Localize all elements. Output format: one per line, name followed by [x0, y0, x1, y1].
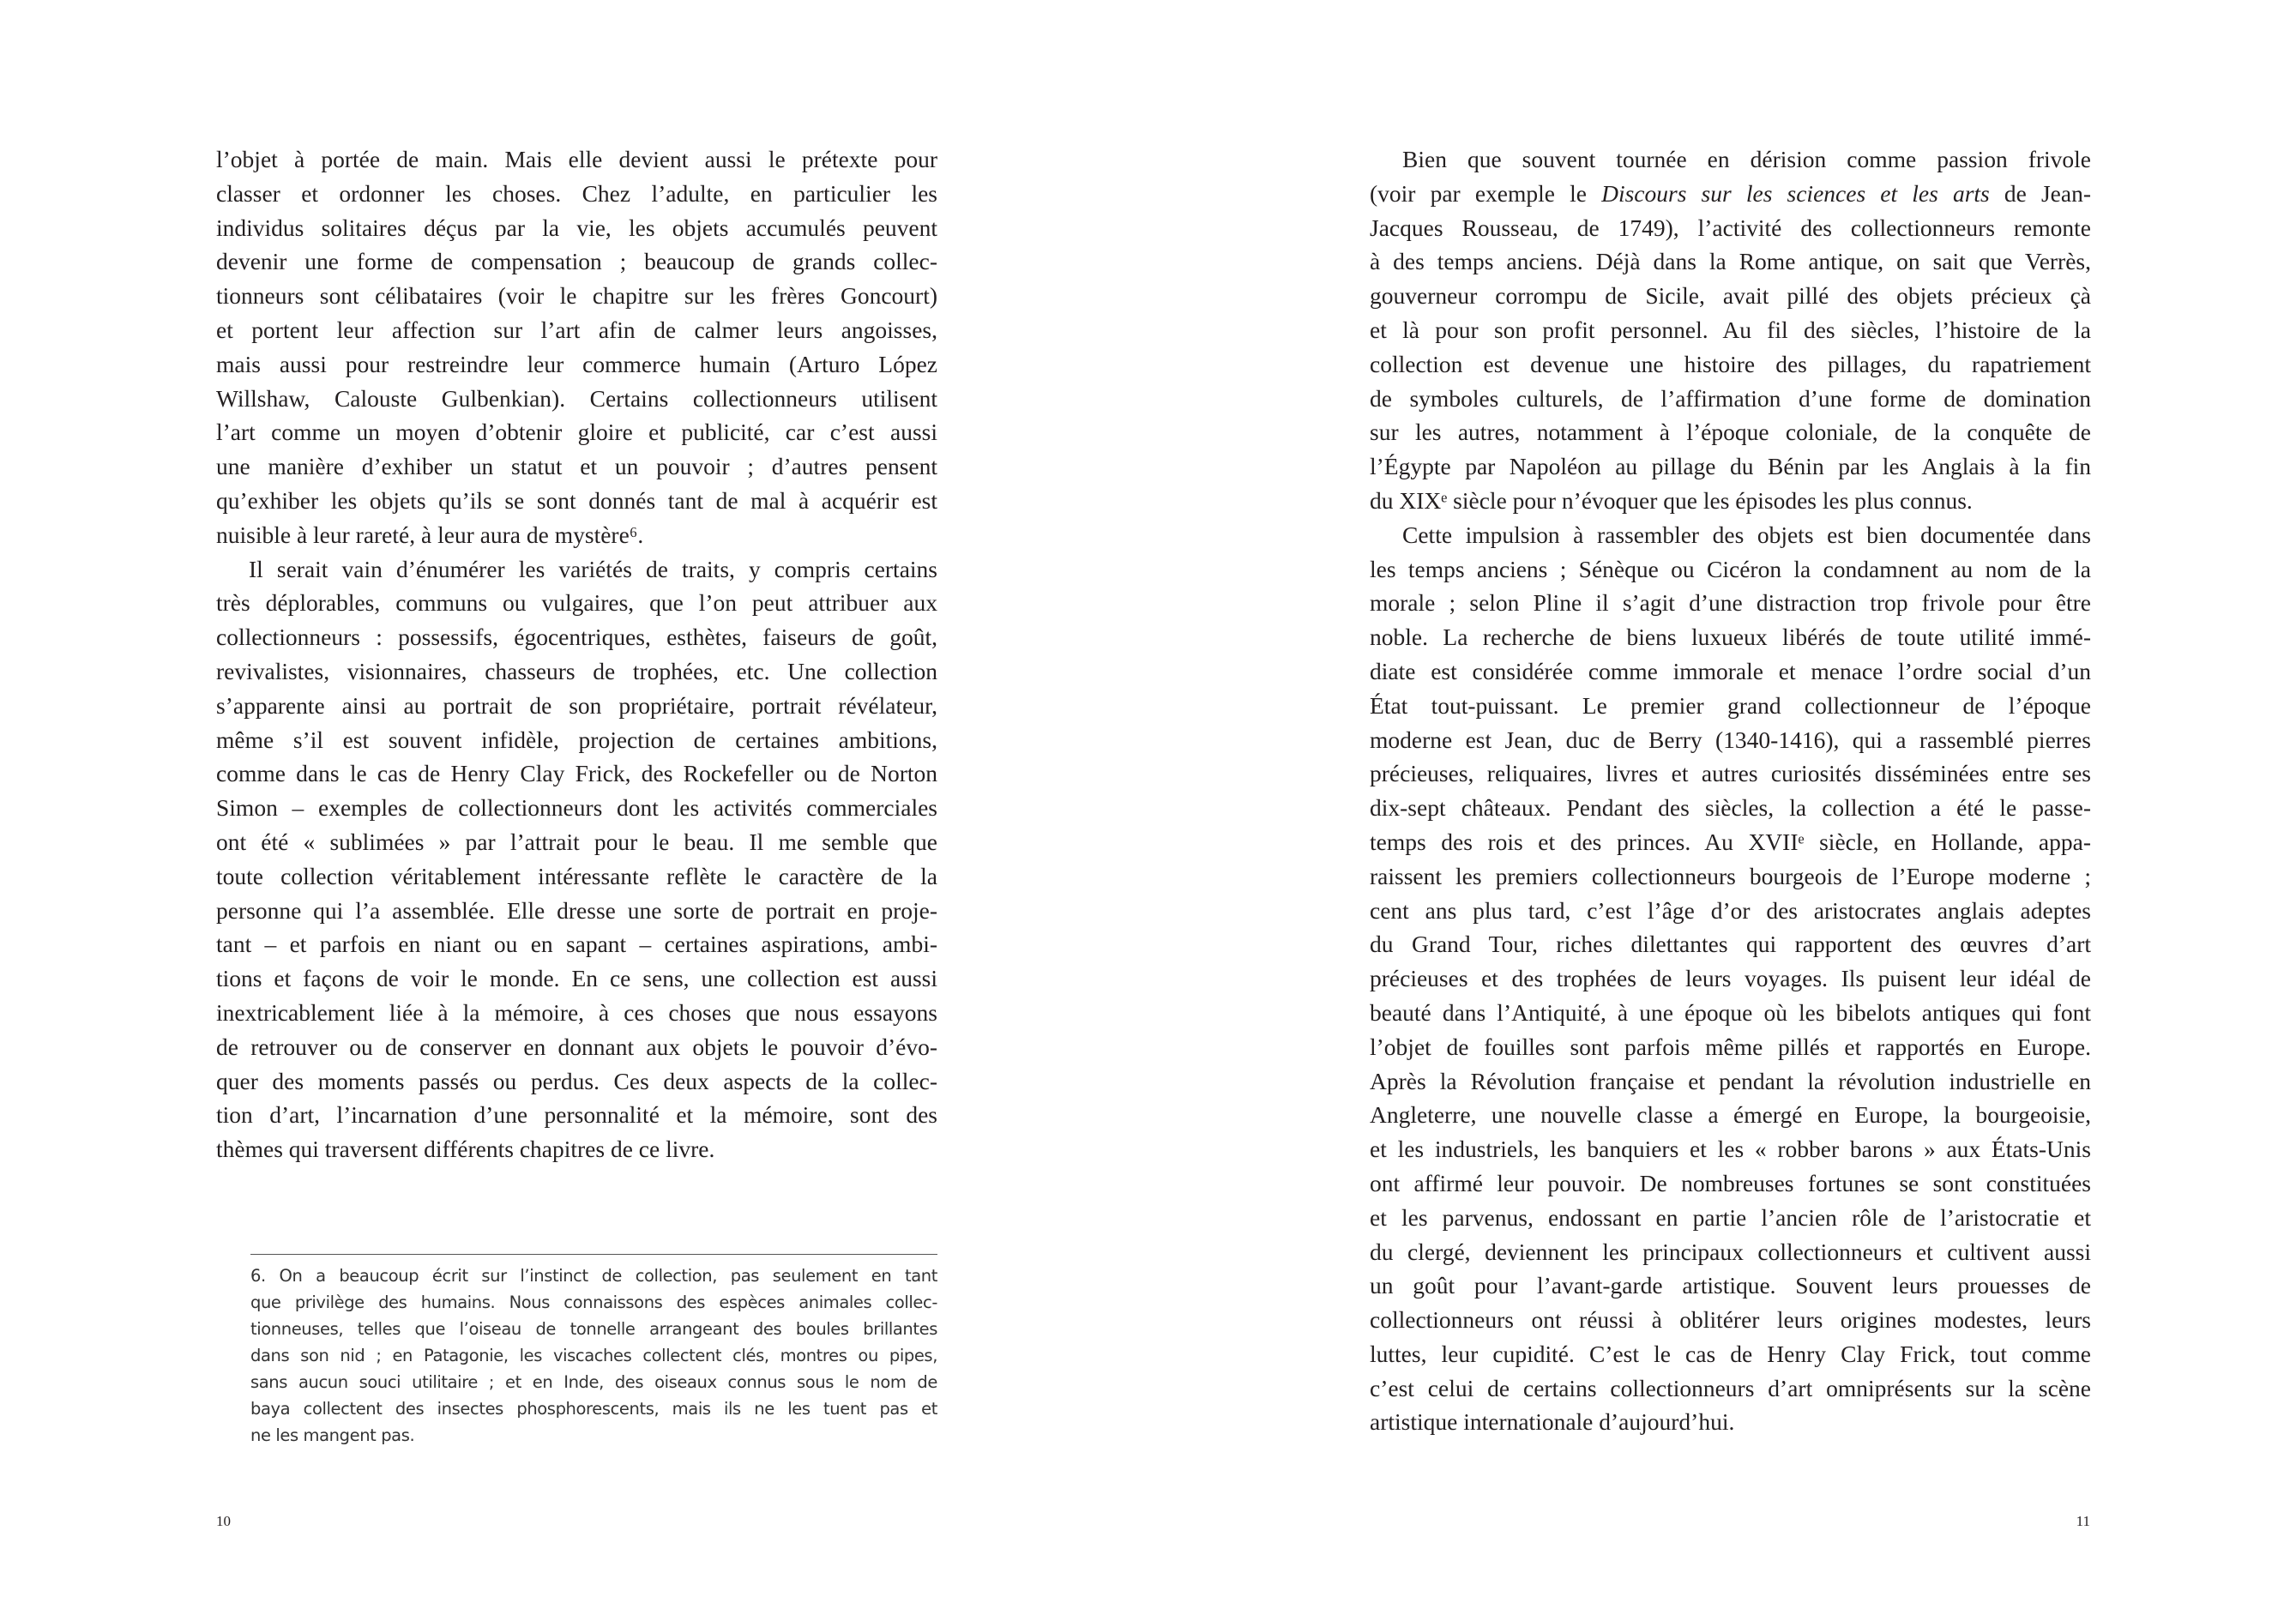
- text-line: précieuses et des trophées de leurs voyages. Ils puisent leur idéal de: [1370, 965, 2091, 992]
- text-line: revivalistes, visionnaires, chasseurs de trophées, etc. Une collection: [216, 657, 937, 684]
- text-line: Il serait vain d’énumérer les variétés de traits, y compris certains: [249, 555, 937, 582]
- footnote-divider: [250, 1254, 937, 1255]
- text-line: inextricablement liée à la mémoire, à ces choses que nous essayons: [216, 998, 937, 1026]
- text-line: nuisible à leur rareté, à leur aura de mystère⁶.: [216, 521, 644, 548]
- text-line: collection est devenue une histoire des pillages, du rapatriement: [1370, 350, 2091, 377]
- text-line: État tout-puissant. Le premier grand collectionneur de l’époque: [1370, 691, 2091, 719]
- text-segment: (voir par exemple le: [1370, 179, 1602, 207]
- footnote: [250, 1262, 937, 1449]
- footnote-line: baya collectent des insectes phosphorescents, mais ils ne les tuent pas et: [250, 1399, 937, 1419]
- text-line: Cette impulsion à rassembler des objets est bien documentée dans: [1402, 521, 2091, 548]
- text-line: l’art comme un moyen d’obtenir gloire et publicité, car c’est aussi: [216, 419, 937, 446]
- text-line: dix-sept châteaux. Pendant des siècles, la collection a été le passe-: [1370, 794, 2091, 822]
- text-line: moderne est Jean, duc de Berry (1340-1416), qui a rassemblé pierres: [1370, 726, 2091, 753]
- text-line: les temps anciens ; Sénèque ou Cicéron la condamnent au nom de la: [1370, 555, 2091, 582]
- paragraph: [1370, 142, 2091, 518]
- paragraph: [216, 142, 937, 552]
- text-line: toute collection véritablement intéressante reflète le caractère de la: [216, 862, 937, 889]
- text-line: classer et ordonner les choses. Chez l’adulte, en particulier les: [216, 179, 937, 207]
- text-line: raissent les premiers collectionneurs bourgeois de l’Europe moderne ;: [1370, 862, 2091, 889]
- text-line: très déplorables, communs ou vulgaires, que l’on peut attribuer aux: [216, 589, 937, 617]
- text-line: de retrouver ou de conserver en donnant aux objets le pouvoir d’évo-: [216, 1033, 937, 1060]
- text-line: et les industriels, les banquiers et les « robber barons » aux États-Unis: [1370, 1136, 2091, 1163]
- text-line: tant – et parfois en niant ou en sapant – certaines aspirations, ambi-: [216, 931, 937, 958]
- text-line: cent ans plus tard, c’est l’âge d’or des aristocrates anglais adeptes: [1370, 896, 2091, 924]
- text-line: du Grand Tour, riches dilettantes qui rapportent des œuvres d’art: [1370, 931, 2091, 958]
- text-line: ont affirmé leur pouvoir. De nombreuses fortunes se sont constituées: [1370, 1169, 2091, 1196]
- text-line: s’apparente ainsi au portrait de son propriétaire, portrait révélateur,: [216, 691, 937, 719]
- text-line: collectionneurs : possessifs, égocentriques, esthètes, faiseurs de goût,: [216, 624, 937, 651]
- footnote-line: que privilège des humains. Nous connaissons des espèces animales collec-: [250, 1293, 937, 1312]
- text-line: tions et façons de voir le monde. En ce sens, une collection est aussi: [216, 965, 937, 992]
- text-line: une manière d’exhiber un statut et un pouvoir ; d’autres pensent: [216, 453, 937, 480]
- text-line: Jacques Rousseau, de 1749), l’activité des collectionneurs remonte: [1370, 214, 2091, 241]
- text-line: mais aussi pour restreindre leur commerce humain (Arturo López: [216, 350, 937, 377]
- text-segment: de Jean-: [1989, 179, 2091, 207]
- page-number-right: 11: [2076, 1513, 2090, 1529]
- text-line: l’objet de fouilles sont parfois même pillés et rapportés en Europe.: [1370, 1033, 2091, 1060]
- text-line: diate est considérée comme immorale et menace l’ordre social d’un: [1370, 657, 2091, 684]
- text-line: un goût pour l’avant-garde artistique. Souvent leurs prouesses de: [1370, 1272, 2091, 1299]
- text-line: c’est celui de certains collectionneurs d’art omniprésents sur la scène: [1370, 1374, 2091, 1401]
- text-line: collectionneurs ont réussi à oblitérer leurs origines modestes, leurs: [1370, 1306, 2091, 1334]
- text-line: même s’il est souvent infidèle, projection de certaines ambitions,: [216, 726, 937, 753]
- footnote-line: dans son nid ; en Patagonie, les viscaches collectent clés, montres ou pipes,: [250, 1346, 937, 1365]
- page-number-left: 10: [216, 1513, 231, 1529]
- text-line: gouverneur corrompu de Sicile, avait pillé des objets précieux çà: [1370, 282, 2091, 310]
- text-line: du clergé, deviennent les principaux collectionneurs et cultivent aussi: [1370, 1238, 2091, 1265]
- text-line: qu’exhiber les objets qu’ils se sont donnés tant de mal à acquérir est: [216, 486, 937, 514]
- text-line: artistique internationale d’aujourd’hui.: [1370, 1408, 1735, 1436]
- text-line: thèmes qui traversent différents chapitres de ce livre.: [216, 1136, 715, 1163]
- text-line: Après la Révolution française et pendant la révolution industrielle en: [1370, 1067, 2091, 1094]
- text-line: temps des rois et des princes. Au XVIIᵉ siècle, en Hollande, appa-: [1370, 828, 2091, 855]
- text-line: de symboles culturels, de l’affirmation d’une forme de domination: [1370, 384, 2091, 412]
- text-line: devenir une forme de compensation ; beaucoup de grands collec-: [216, 248, 937, 275]
- text-line: Willshaw, Calouste Gulbenkian). Certains collectionneurs utilisent: [216, 384, 937, 412]
- right-page-body-text: [1370, 142, 2091, 1439]
- text-line: et portent leur affection sur l’art afin de calmer leurs angoisses,: [216, 316, 937, 343]
- paragraph: [1370, 518, 2091, 1440]
- text-line: individus solitaires déçus par la vie, les objets accumulés peuvent: [216, 214, 937, 241]
- text-line: tionneurs sont célibataires (voir le chapitre sur les frères Goncourt): [216, 282, 937, 310]
- text-line: ont été « sublimées » par l’attrait pour le beau. Il me semble que: [216, 828, 937, 855]
- text-line: l’objet à portée de main. Mais elle devient aussi le prétexte pour: [216, 146, 937, 172]
- text-line: tion d’art, l’incarnation d’une personnalité et la mémoire, sont des: [216, 1101, 937, 1129]
- text-line: et là pour son profit personnel. Au fil des siècles, l’histoire de la: [1370, 316, 2091, 343]
- italic-title: Discours sur les sciences et les arts: [1601, 179, 1990, 207]
- footnote-line: sans aucun souci utilitaire ; et en Inde, des oiseaux connus sous le nom de: [250, 1372, 937, 1392]
- footnote-line: 6. On a beaucoup écrit sur l’instinct de collection, pas seulement en tant: [250, 1266, 937, 1286]
- text-line: beauté dans l’Antiquité, à une époque où les bibelots antiques qui font: [1370, 998, 2091, 1026]
- footnote-line: ne les mangent pas.: [250, 1425, 415, 1445]
- text-line: noble. La recherche de biens luxueux libérés de toute utilité immé-: [1370, 624, 2091, 651]
- left-page-body-text: [216, 142, 937, 1166]
- footnote-line: tionneuses, telles que l’oiseau de tonnelle arrangeant des boules brillantes: [250, 1319, 937, 1339]
- paragraph: [216, 552, 937, 1166]
- text-line: sur les autres, notamment à l’époque coloniale, de la conquête de: [1370, 419, 2091, 446]
- text-line: Angleterre, une nouvelle classe a émergé en Europe, la bourgeoisie,: [1370, 1101, 2091, 1129]
- text-line: comme dans le cas de Henry Clay Frick, des Rockefeller ou de Norton: [216, 760, 937, 787]
- text-line: morale ; selon Pline il s’agit d’une distraction trop frivole pour être: [1370, 589, 2091, 617]
- text-line: luttes, leur cupidité. C’est le cas de Henry Clay Frick, tout comme: [1370, 1340, 2091, 1367]
- text-line: Bien que souvent tournée en dérision comme passion frivole: [1402, 146, 2091, 172]
- text-line: du XIXᵉ siècle pour n’évoquer que les épisodes les plus connus.: [1370, 486, 1973, 514]
- text-line: et les parvenus, endossant en partie l’ancien rôle de l’aristocratie et: [1370, 1203, 2091, 1231]
- text-line: [1370, 177, 2091, 211]
- text-line: personne qui l’a assemblée. Elle dresse une sorte de portrait en proje-: [216, 896, 937, 924]
- text-line: précieuses, reliquaires, livres et autres curiosités disséminées entre ses: [1370, 760, 2091, 787]
- text-line: à des temps anciens. Déjà dans la Rome antique, on sait que Verrès,: [1370, 248, 2091, 275]
- text-line: l’Égypte par Napoléon au pillage du Bénin par les Anglais à la fin: [1370, 453, 2091, 480]
- text-line: quer des moments passés ou perdus. Ces deux aspects de la collec-: [216, 1067, 937, 1094]
- text-line: Simon – exemples de collectionneurs dont les activités commerciales: [216, 794, 937, 822]
